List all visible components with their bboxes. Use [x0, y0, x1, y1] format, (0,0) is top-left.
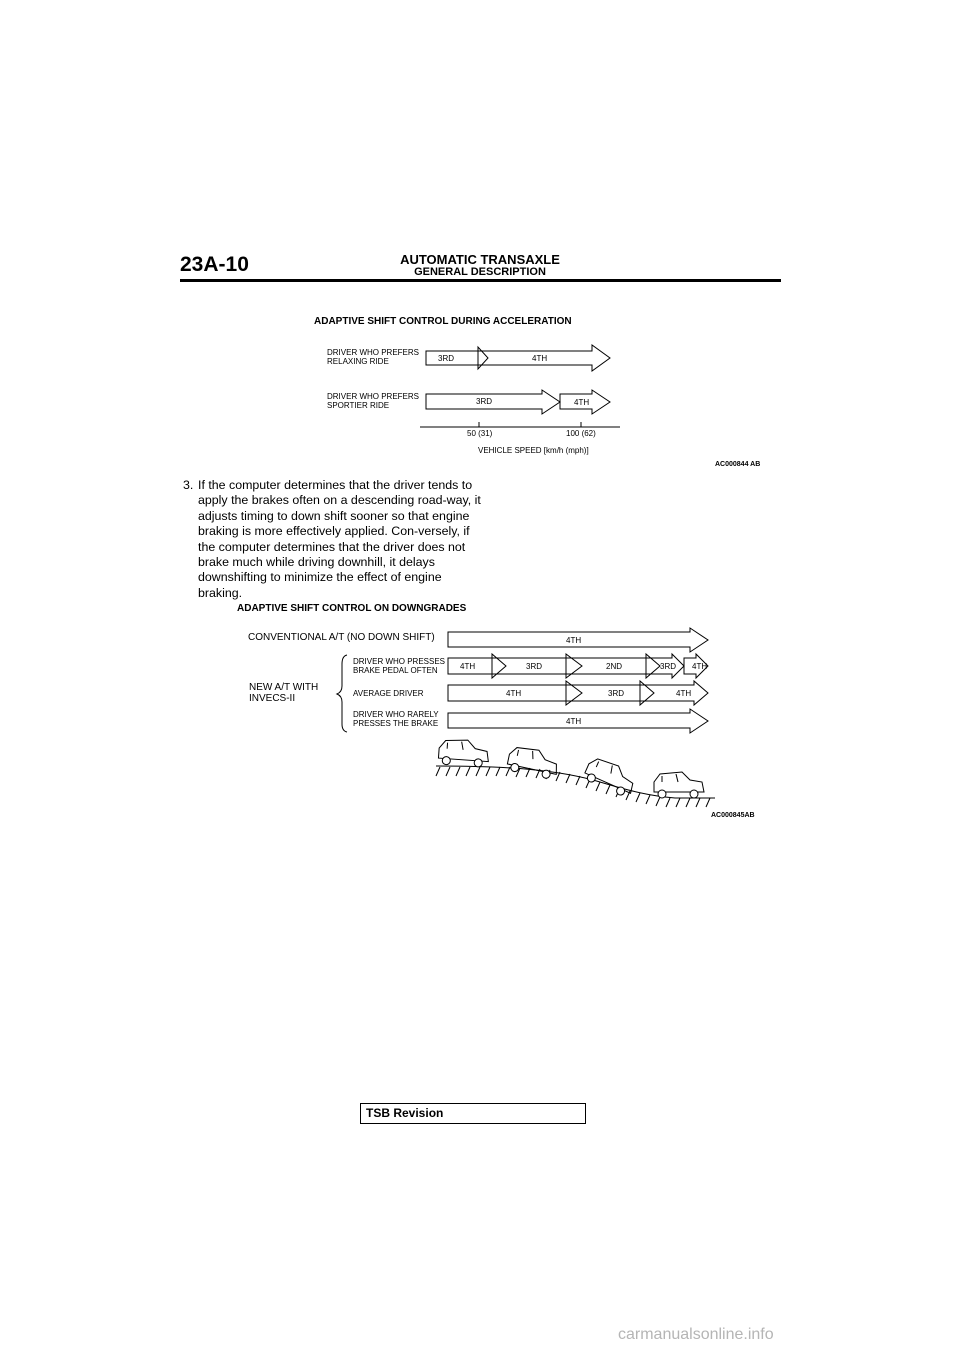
- figure1-axis-label: VEHICLE SPEED [km/h (mph)]: [478, 446, 589, 455]
- figure2-conventional-gear: 4TH: [566, 636, 582, 645]
- figure2-group-label: NEW A/T WITH INVECS-II: [249, 682, 319, 704]
- figure1-row2-3rd-arrow: [426, 390, 560, 414]
- figure1-tick-label-100: 100 (62): [566, 429, 596, 438]
- car-icon-3: [582, 755, 638, 799]
- header-rule: [180, 279, 781, 282]
- figure2-conventional-label: CONVENTIONAL A/T (NO DOWN SHIFT): [248, 632, 435, 643]
- figure2-brake-often-label: DRIVER WHO PRESSES BRAKE PEDAL OFTEN: [353, 657, 446, 675]
- car-icon-2: [506, 744, 560, 780]
- car-icon-4: [654, 772, 704, 798]
- figure2-average-gear-2: 3RD: [608, 689, 625, 698]
- tsb-revision-label: TSB Revision: [366, 1106, 444, 1120]
- figure2-group-brace: [337, 655, 347, 732]
- figure2-rarely-label: DRIVER WHO RARELY PRESSES THE BRAKE: [353, 710, 439, 728]
- figure2-hill-illustration: [436, 738, 715, 807]
- section-subtitle: GENERAL DESCRIPTION: [414, 266, 546, 278]
- figure2-brake-gear-3: 2ND: [606, 662, 623, 671]
- car-icon-1: [438, 738, 490, 767]
- figure1-row1-label: DRIVER WHO PREFERS RELAXING RIDE: [327, 348, 420, 366]
- figure2-average-label: AVERAGE DRIVER: [353, 689, 424, 698]
- figure1-row1-gear-4th: 4TH: [532, 354, 548, 363]
- figure1-title: ADAPTIVE SHIFT CONTROL DURING ACCELERATION: [314, 316, 572, 327]
- figure1-tick-label-50: 50 (31): [467, 429, 493, 438]
- paragraph-number: 3.: [183, 478, 194, 492]
- figure1-code: AC000844 AB: [715, 461, 761, 468]
- watermark: carmanualsonline.info: [618, 1326, 774, 1343]
- figure1-row2-gear-3rd: 3RD: [476, 397, 493, 406]
- figure1-row2-label: DRIVER WHO PREFERS SPORTIER RIDE: [327, 392, 420, 410]
- figure2-rarely-gear: 4TH: [566, 717, 582, 726]
- figure2-brake-gear-2: 3RD: [526, 662, 543, 671]
- figure2-title: ADAPTIVE SHIFT CONTROL ON DOWNGRADES: [237, 603, 467, 614]
- body-paragraph: [183, 478, 483, 601]
- figure2-brake-gear-1: 4TH: [460, 662, 476, 671]
- paragraph-text: If the computer determines that the driver tends to apply the brakes often on a descending road-way, it adjusts timing to down shift sooner so that engine braking is more effectively applied. Con-versely, if the computer determines that the driver does not brake much while driving downhill, it delays downshifting to minimize the effect of engine braking.: [198, 478, 481, 600]
- figure2-average-gear-1: 4TH: [506, 689, 522, 698]
- figure2-average-gear-3: 4TH: [676, 689, 692, 698]
- figure2-average-4th2-arrow: [640, 681, 708, 705]
- figure2-code: AC000845AB: [711, 812, 755, 819]
- figure1-diagram: [420, 340, 630, 460]
- figure2-brake-gear-4: 3RD: [660, 662, 677, 671]
- figure1-row1-gear-3rd: 3RD: [438, 354, 455, 363]
- section-title: AUTOMATIC TRANSAXLE: [400, 252, 560, 267]
- figure2-diagram: [330, 620, 730, 825]
- figure1-row1-3rd-arrow: [426, 347, 488, 369]
- figure1-row2-gear-4th: 4TH: [574, 398, 590, 407]
- page-number: 23A-10: [180, 253, 249, 276]
- figure2-brake-gear-5: 4TH: [692, 662, 708, 671]
